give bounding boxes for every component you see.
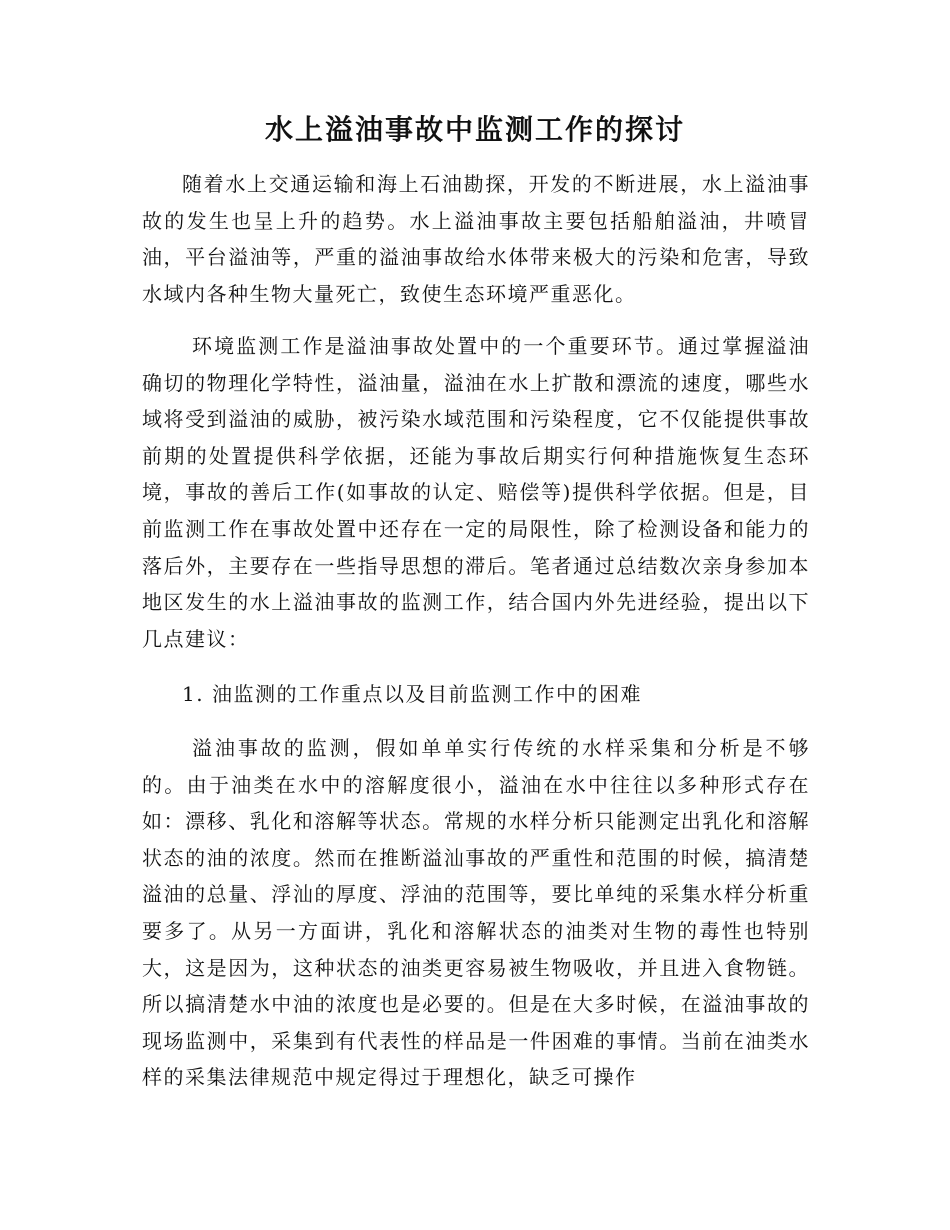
section-heading: 1. 油监测的工作重点以及目前监测工作中的困难 <box>182 682 642 706</box>
section-body-paragraph: 溢油事故的监测，假如单单实行传统的水样采集和分析是不够的。由于油类在水中的溶解度很小，溢油在水中往往以多种形式存在如：漂移、乳化和溶解等状态。常规的水样分析只能测定出乳化和溶解状态的油的浓度。然而在推断溢汕事故的严重性和范围的时候，搞清楚溢油的总量、浮汕的厚度、浮油的范围等，要比单纯的采集水样分析重要多了。从另一方面讲，乳化和溶解状态的油类对生物的毒性也特别大，这是因为，这种状态的油类更容易被生物吸收，并且进入食物链。所以搞清楚水中油的浓度也是必要的。但是在大多时候，在溢油事故的现场监测中，采集到有代表性的样品是一件困难的事情。当前在油类水样的采集法律规范中规定得过于理想化，缺乏可操作 <box>142 736 810 1090</box>
document-title: 水上溢油事故中监测工作的探讨 <box>264 113 685 146</box>
intro-paragraph: 随着水上交通运输和海上石油勘探，开发的不断进展，水上溢油事故的发生也呈上升的趋势。水上溢油事故主要包括船舶溢油，井喷冒油，平台溢油等，严重的溢油事故给水体带来极大的污染和危害，导致水域内各种生物大量死亡，致使生态环境严重恶化。 <box>142 172 810 306</box>
monitoring-paragraph: 环境监测工作是溢油事故处置中的一个重要环节。通过掌握溢油确切的物理化学特性，溢油量，溢油在水上扩散和漂流的速度，哪些水域将受到溢油的威胁，被污染水域范围和污染程度，它不仅能提供事故前期的处置提供科学依据，还能为事故后期实行何种措施恢复生态环境，事故的善后工作(如事故的认定、赔偿等)提供科学依据。但是，目前监测工作在事故处置中还存在一定的局限性，除了检测设备和能力的落后外，主要存在一些指导思想的滞后。笔者通过总结数次亲身参加本地区发生的水上溢油事故的监测工作，结合国内外先进经验，提出以下几点建议： <box>142 334 810 651</box>
